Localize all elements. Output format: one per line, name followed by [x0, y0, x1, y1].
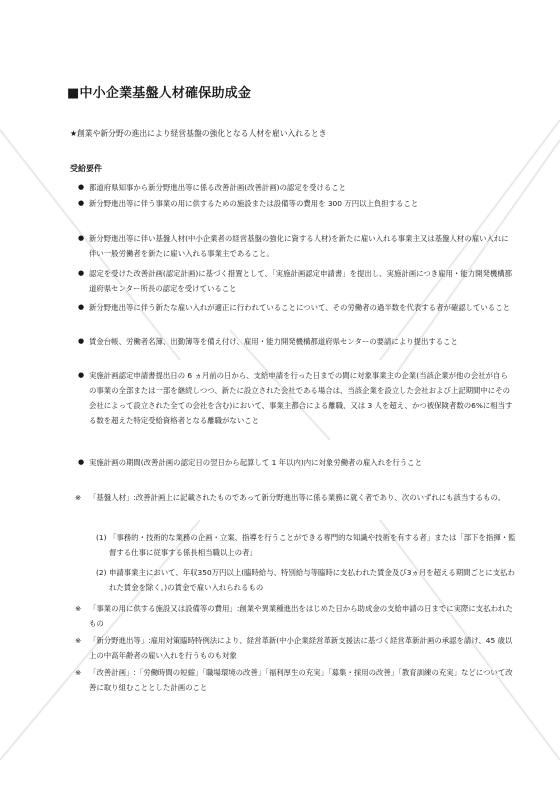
note-subitem [96, 565, 517, 595]
note-mark: ※ [75, 493, 82, 502]
requirement-item: ● 新分野進出等に伴い基盤人材(中小企業者の経営基盤の強化に資する人材)を新たに雇い入れる事業主又は基盤人材の雇い入れに伴い一般労働者を新たに雇い入れる事業主であること。 [78, 231, 513, 261]
note-text: 「改善計画」:「労働時間の短縮」「職場環境の改善」「福利厚生の充実」「募集・採用の改善」「教育訓練の充実」などについて改善に取り組むこととした計画のこと [89, 668, 513, 692]
note-mark: ※ [75, 636, 82, 645]
note-item [75, 601, 519, 631]
note-text: 「事業の用に供する施設又は設備等の費用」:創業や異業種進出をはじめた日から助成金の支給申請の日までに実際に支払われたもの [89, 604, 513, 628]
note-subitem [96, 530, 517, 560]
requirement-item: ● 実施計画認定申請書提出日の 6 ヵ月前の日から、支給申請を行った日までの間に対象事業主の企業(当該企業が他の会社が自らの事業の全部または一部を継続しつつ、新たに設立された会社である場合は、当該企業を設立した会社および上記期間中にその会社によって設立された全ての会社を含む)において、事業主都合による離職、又は 3 人を超え、かつ被保険者数の6%に相当する数を超えた特定受給資格者となる離職がないこと [78, 368, 513, 428]
subitem-number: (2) [96, 568, 107, 577]
note-kiban [75, 490, 519, 505]
note-text: 「基盤人材」:改善計画上に記載されたものであって新分野進出等に係る業務に就く者であり、次のいずれにも該当するもの。 [89, 493, 506, 502]
document-title: ■中小企業基盤人材確保助成金 [67, 86, 252, 101]
note-text: 「新分野進出等」:雇用対策臨時特例法により、経営革新(中小企業経営革新支援法に基づく経営革新計画の承認を請け、45 歳以上の中高年齢者の雇い入れを行うものも対象 [89, 636, 513, 660]
requirement-item: ● 実施計画の期間(改善計画の認定日の翌日から起算して 1 年以内)内に対象労働者の雇入れを行うこと [78, 455, 513, 470]
note-mark: ※ [75, 668, 82, 677]
note-item [75, 665, 519, 695]
note-mark: ※ [75, 604, 82, 613]
lead-statement: ★創業や新分野の進出により経営基盤の強化となる人材を雇い入れるとき [70, 129, 327, 138]
requirement-item: ● 認定を受けた改善計画(認定計画)に基づく措置として、「実施計画認定申請書」を提出し、実施計画につき雇用・能力開発機構都道府県センター所長の認定を受けていること [78, 266, 513, 296]
subitem-text: 「事務的・技術的な業務の企画・立案、指導を行うことができる専門的な知識や技術を有する者」または「部下を指揮・監督する仕事に従事する係長相当職以上の者」 [109, 533, 516, 557]
section-heading: 受給要件 [70, 164, 102, 173]
subitem-text: 申請事業主において、年収350万円以上(臨時給与、特別給与等臨時に支払われた賃金及び3ヵ月を超える期間ごとに支払われた賃金を除く。)の賃金で雇い入れられるもの [109, 568, 515, 592]
subitem-number: (1) [96, 533, 107, 542]
requirement-item: ● 新分野進出等に伴う事業の用に供するための施設または設備等の費用を 300 万円以上負担すること [78, 196, 513, 211]
requirement-item: ● 新分野進出等に伴う新たな雇い入れが適正に行われていることについて、その労働者の過半数を代表する者が確認していること [78, 300, 513, 315]
requirement-item: ● 都道府県知事から新分野進出等に係る改善計画(改善計画)の認定を受けること [78, 180, 513, 195]
note-item [75, 633, 519, 663]
requirement-item: ● 賃金台帳、労働者名簿、出勤簿等を備え付け、雇用・能力開発機構都道府県センターの要請により提出すること [78, 334, 513, 349]
